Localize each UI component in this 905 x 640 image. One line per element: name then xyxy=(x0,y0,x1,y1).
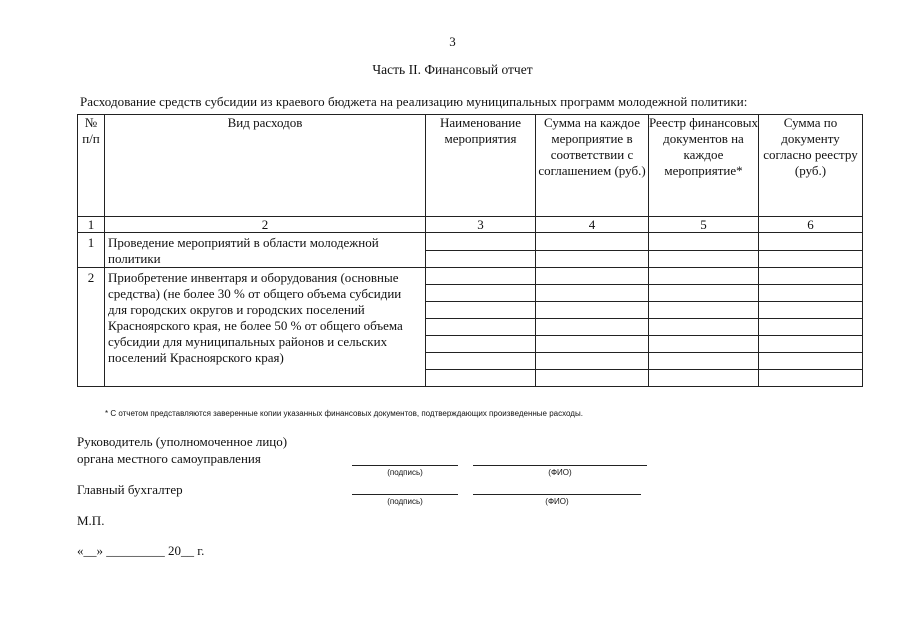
head-name-line xyxy=(473,465,647,466)
empty-cell xyxy=(536,302,649,319)
empty-cell xyxy=(759,319,863,336)
empty-cell xyxy=(536,285,649,302)
intro-text: Расходование средств субсидии из краевого бюджета на реализацию муниципальных программ молодежной политики: xyxy=(80,94,748,109)
head-name-caption: (ФИО) xyxy=(548,468,572,477)
empty-cell xyxy=(759,302,863,319)
header-agreement-sum: Сумма на каждое мероприятие в соответствии с соглашением (руб.) xyxy=(536,115,649,217)
date-line: «__» _________ 20__ г. xyxy=(77,543,205,558)
head-title-line2: органа местного самоуправления xyxy=(77,451,261,466)
empty-cell xyxy=(536,319,649,336)
head-signature-caption: (подпись) xyxy=(387,468,423,477)
empty-cell xyxy=(536,353,649,370)
column-number: 2 xyxy=(105,217,426,233)
empty-cell xyxy=(649,268,759,285)
stamp-place: М.П. xyxy=(77,513,105,528)
empty-cell xyxy=(649,370,759,387)
empty-cell xyxy=(426,370,536,387)
column-number: 5 xyxy=(649,217,759,233)
page-number: 3 xyxy=(449,34,456,49)
empty-cell xyxy=(759,285,863,302)
part-title: Часть II. Финансовый отчет xyxy=(372,62,533,77)
empty-cell xyxy=(649,302,759,319)
accountant-signature-line xyxy=(352,494,458,495)
empty-cell xyxy=(759,353,863,370)
row-number: 2 xyxy=(78,268,105,387)
column-number: 6 xyxy=(759,217,863,233)
empty-cell xyxy=(426,285,536,302)
empty-cell xyxy=(536,268,649,285)
column-number: 4 xyxy=(536,217,649,233)
empty-cell xyxy=(426,233,536,251)
empty-cell xyxy=(426,336,536,353)
head-signature-line xyxy=(352,465,458,466)
table-row xyxy=(78,233,863,251)
header-document-sum: Сумма по документу согласно реестру (руб.) xyxy=(759,115,863,217)
empty-cell xyxy=(759,336,863,353)
header-expense-type: Вид расходов xyxy=(105,115,426,217)
empty-cell xyxy=(536,336,649,353)
empty-cell xyxy=(649,319,759,336)
empty-cell xyxy=(649,233,759,251)
empty-cell xyxy=(426,319,536,336)
empty-cell xyxy=(426,302,536,319)
column-number: 1 xyxy=(78,217,105,233)
financial-report-table xyxy=(77,114,863,387)
column-numbers-row xyxy=(78,217,863,233)
table-header-row xyxy=(78,115,863,217)
footnote: * С отчетом представляются заверенные копии указанных финансовых документов, подтверждающих произведенные расходы. xyxy=(105,409,583,418)
accountant-name-caption: (ФИО) xyxy=(545,497,569,506)
empty-cell xyxy=(536,250,649,268)
empty-cell xyxy=(426,353,536,370)
accountant-title: Главный бухгалтер xyxy=(77,482,183,497)
empty-cell xyxy=(649,250,759,268)
table-row xyxy=(78,268,863,285)
empty-cell xyxy=(759,268,863,285)
header-event-name: Наименование мероприятия xyxy=(426,115,536,217)
empty-cell xyxy=(536,233,649,251)
empty-cell xyxy=(649,285,759,302)
empty-cell xyxy=(759,250,863,268)
empty-cell xyxy=(426,268,536,285)
accountant-name-line xyxy=(473,494,641,495)
empty-cell xyxy=(649,336,759,353)
column-number: 3 xyxy=(426,217,536,233)
empty-cell xyxy=(759,233,863,251)
row-expense-type: Приобретение инвентаря и оборудования (основные средства) (не более 30 % от общего объема субсидии для городских округов и городских поселений Красноярского края, не более 50 % от общего объема субсидии для муниципальных районов и сельских поселений Красноярского края) xyxy=(105,268,426,387)
accountant-signature-caption: (подпись) xyxy=(387,497,423,506)
row-expense-type: Проведение мероприятий в области молодежной политики xyxy=(105,233,426,268)
empty-cell xyxy=(536,370,649,387)
empty-cell xyxy=(759,370,863,387)
header-documents-register: Реестр финансовых документов на каждое мероприятие* xyxy=(649,115,759,217)
row-number: 1 xyxy=(78,233,105,268)
empty-cell xyxy=(649,353,759,370)
empty-cell xyxy=(426,250,536,268)
head-title-line1: Руководитель (уполномоченное лицо) xyxy=(77,434,288,449)
header-number: № п/п xyxy=(78,115,105,217)
